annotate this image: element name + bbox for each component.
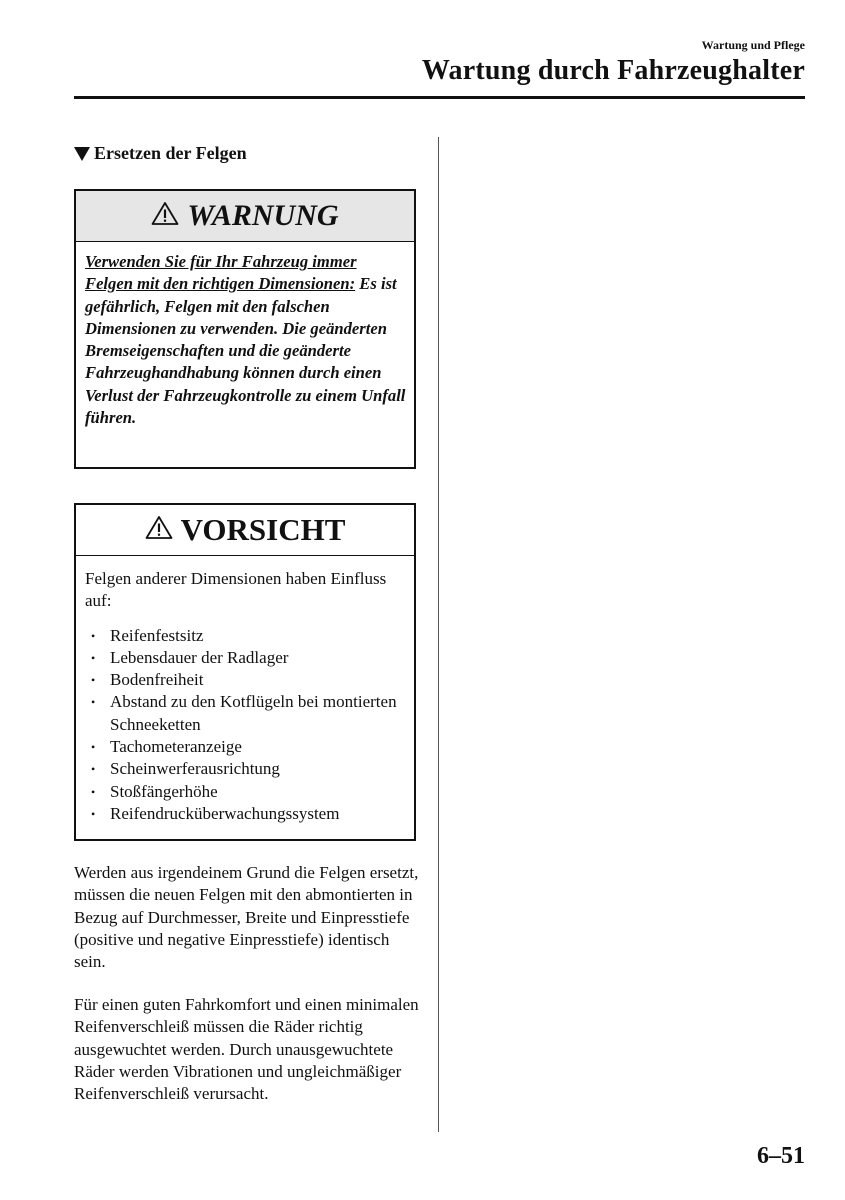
page-title: Wartung durch Fahrzeughalter bbox=[421, 55, 805, 86]
caution-title: VORSICHT bbox=[180, 512, 346, 547]
chapter-label: Wartung und Pflege bbox=[701, 38, 805, 52]
section-heading-text: Ersetzen der Felgen bbox=[94, 143, 247, 163]
list-item: • Scheinwerferausrichtung bbox=[89, 758, 406, 780]
warning-text: Es ist gefährlich, Felgen mit den falschen Dimensionen zu verwenden. Die geänderten Bremseigenschaften und die geänderte Fahrzeughandhabung können durch einen Verlust der Fahrzeugkontrolle zu einem Unfall führen. bbox=[85, 274, 406, 428]
page-number: 6–51 bbox=[757, 1143, 805, 1169]
list-item: • Lebensdauer der Radlager bbox=[89, 647, 406, 669]
caution-intro: Felgen anderer Dimensionen haben Einfluss auf: bbox=[85, 569, 387, 611]
body-paragraph-1: Werden aus irgendeinem Grund die Felgen ersetzt, müssen die neuen Felgen mit den abmontierten in Bezug auf Durchmesser, Breite und Einpresstiefe (positive und negative Einpresstiefe) identisch sein. bbox=[74, 863, 419, 972]
warning-lead: Verwenden Sie für Ihr Fahrzeug immer Felgen mit den richtigen Dimensionen: bbox=[85, 252, 357, 294]
list-item: • Stoßfängerhöhe bbox=[89, 781, 406, 803]
header-divider bbox=[74, 96, 805, 99]
warning-body bbox=[76, 242, 414, 429]
warning-header bbox=[76, 191, 414, 242]
list-item: • Reifenfestsitz bbox=[89, 625, 406, 647]
column-divider bbox=[438, 137, 439, 1132]
caution-list bbox=[85, 625, 406, 826]
section-heading bbox=[74, 143, 247, 164]
triangle-down-icon bbox=[74, 147, 90, 161]
warning-title: WARNUNG bbox=[187, 199, 339, 232]
caution-body bbox=[76, 556, 414, 825]
list-item: • Reifendrucküberwachungssystem bbox=[89, 803, 406, 825]
list-item: • Abstand zu den Kotflügeln bei montierten Schneeketten bbox=[89, 691, 406, 736]
list-item: • Bodenfreiheit bbox=[89, 669, 406, 691]
list-item: • Tachometeranzeige bbox=[89, 736, 406, 758]
warning-triangle-icon bbox=[151, 201, 179, 231]
warning-box bbox=[74, 189, 416, 469]
caution-header bbox=[76, 505, 414, 556]
warning-triangle-icon bbox=[145, 515, 173, 545]
caution-box bbox=[74, 503, 416, 841]
body-paragraph-2: Für einen guten Fahrkomfort und einen minimalen Reifenverschleiß müssen die Räder richtig ausgewuchtet werden. Durch unausgewuchtete Räder werden Vibrationen und ungleichmäßiger Reifenverschleiß verursacht. bbox=[74, 995, 419, 1104]
